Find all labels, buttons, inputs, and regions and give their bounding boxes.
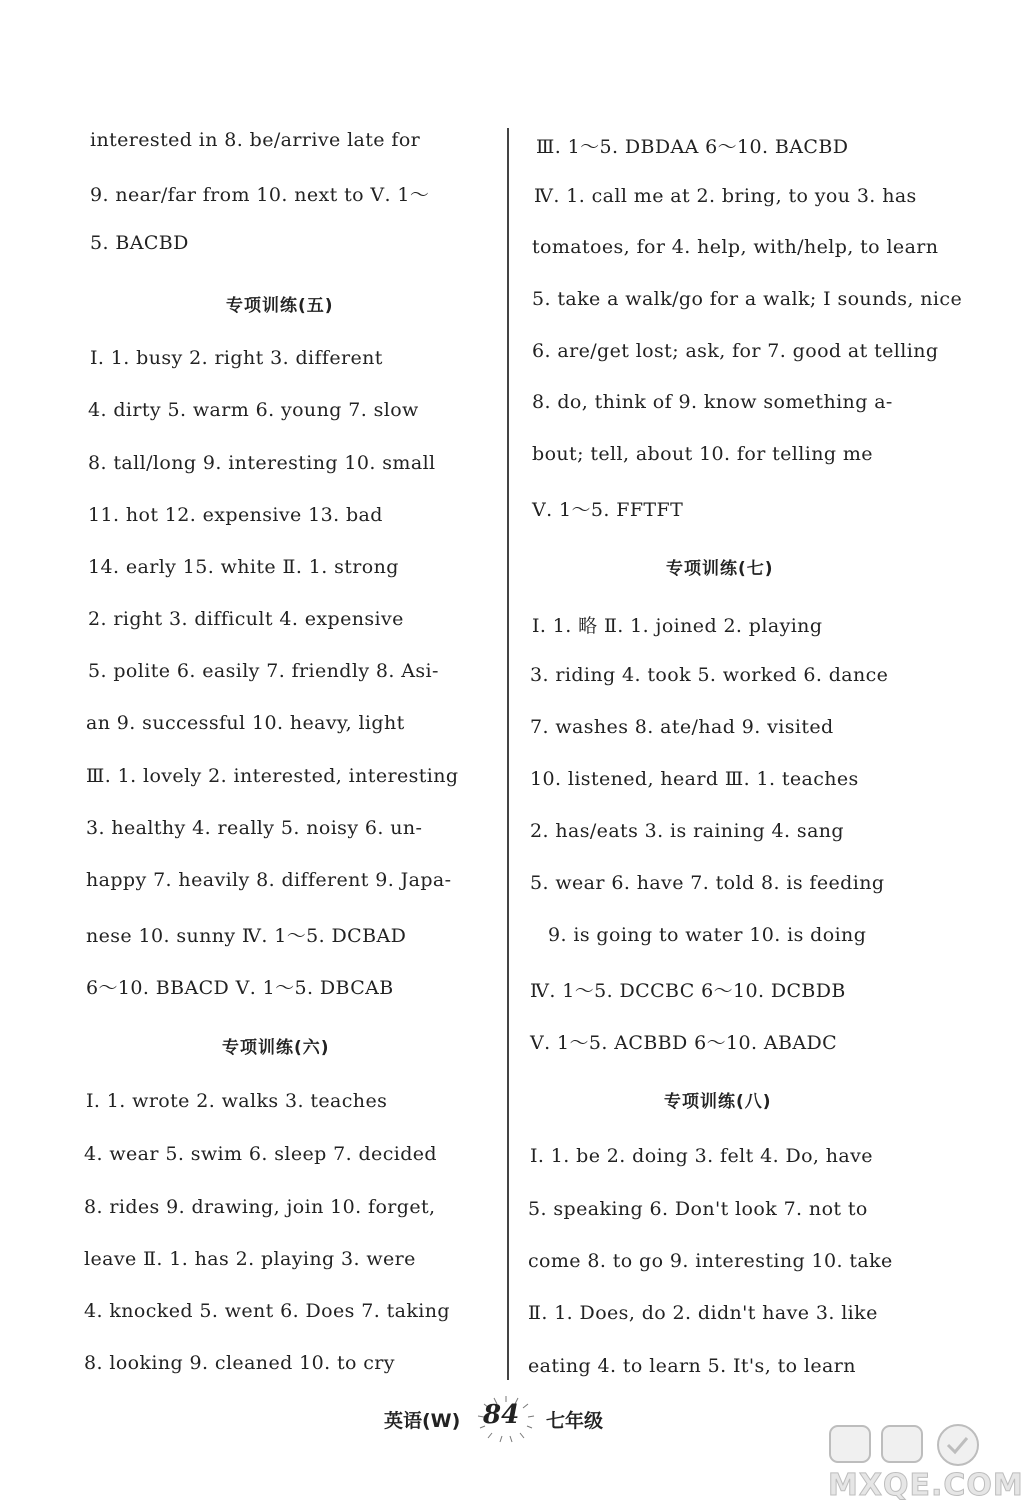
column-divider	[507, 128, 509, 1380]
answer-line: 11. hot 12. expensive 13. bad	[88, 504, 383, 526]
answer-line: Ⅴ. 1～5. ACBBD 6～10. ABADC	[530, 1032, 838, 1054]
answer-line: Ⅰ. 1. busy 2. right 3. different	[90, 347, 383, 369]
answer-line: 14. early 15. white Ⅱ. 1. strong	[88, 556, 399, 578]
answer-line: 8. rides 9. drawing, join 10. forget,	[84, 1196, 436, 1218]
section-heading: 专项训练(六)	[222, 1038, 330, 1058]
answer-line: leave Ⅱ. 1. has 2. playing 3. were	[84, 1248, 416, 1270]
answer-line: Ⅴ. 1～5. FFTFT	[532, 499, 684, 521]
answer-line: 3. riding 4. took 5. worked 6. dance	[530, 664, 889, 686]
watermark-logo	[820, 1420, 1024, 1505]
answer-line: 9. near/far from 10. next to Ⅴ. 1～	[90, 184, 430, 206]
answer-line: Ⅳ. 1. call me at 2. bring, to you 3. has	[534, 185, 917, 207]
answer-line: 5. speaking 6. Don't look 7. not to	[528, 1198, 868, 1220]
watermark-text: MXQE.COM	[828, 1468, 1024, 1503]
answer-line: 4. wear 5. swim 6. sleep 7. decided	[84, 1143, 437, 1165]
answer-line: 5. take a walk/go for a walk; I sounds, nice	[532, 288, 963, 310]
answer-line: 4. dirty 5. warm 6. young 7. slow	[88, 399, 419, 421]
answer-line: 2. has/eats 3. is raining 4. sang	[530, 820, 844, 842]
answer-line: Ⅰ. 1. 略 Ⅱ. 1. joined 2. playing	[532, 615, 823, 637]
answer-line: bout; tell, about 10. for telling me	[532, 443, 873, 465]
answer-line: 6. are/get lost; ask, for 7. good at telling	[532, 340, 939, 362]
answer-line: nese 10. sunny Ⅳ. 1～5. DCBAD	[86, 925, 407, 947]
answer-line: 5. polite 6. easily 7. friendly 8. Asi-	[88, 660, 439, 682]
answer-line: 8. looking 9. cleaned 10. to cry	[84, 1352, 395, 1374]
answer-line: eating 4. to learn 5. It's, to learn	[528, 1355, 856, 1377]
answer-line: tomatoes, for 4. help, with/help, to learn	[532, 236, 939, 258]
section-heading: 专项训练(七)	[666, 559, 774, 579]
answer-line: 8. do, think of 9. know something a-	[532, 391, 893, 413]
answer-line: 2. right 3. difficult 4. expensive	[88, 608, 404, 630]
section-heading: 专项训练(八)	[664, 1092, 772, 1112]
footer-subject: 英语(W)	[384, 1410, 461, 1432]
answer-line: 3. healthy 4. really 5. noisy 6. un-	[86, 817, 423, 839]
answer-line: Ⅲ. 1. lovely 2. interested, interesting	[86, 765, 459, 787]
answer-line: Ⅲ. 1～5. DBDAA 6～10. BACBD	[536, 136, 849, 158]
answer-line: come 8. to go 9. interesting 10. take	[528, 1250, 893, 1272]
answer-line: an 9. successful 10. heavy, light	[86, 712, 405, 734]
answer-line: 10. listened, heard Ⅲ. 1. teaches	[530, 768, 859, 790]
answer-line: Ⅱ. 1. Does, do 2. didn't have 3. like	[528, 1302, 878, 1324]
section-heading: 专项训练(五)	[226, 296, 334, 316]
answer-line: Ⅳ. 1～5. DCCBC 6～10. DCBDB	[530, 980, 846, 1002]
answer-line: Ⅰ. 1. be 2. doing 3. felt 4. Do, have	[530, 1145, 873, 1167]
answer-line: happy 7. heavily 8. different 9. Japa-	[86, 869, 452, 891]
answer-line: 7. washes 8. ate/had 9. visited	[530, 716, 834, 738]
answer-line: 9. is going to water 10. is doing	[548, 924, 867, 946]
answer-line: 6～10. BBACD Ⅴ. 1～5. DBCAB	[86, 977, 394, 999]
page-number: 84	[483, 1400, 520, 1430]
answer-line: 4. knocked 5. went 6. Does 7. taking	[84, 1300, 450, 1322]
answer-line: 5. BACBD	[90, 232, 189, 254]
answer-line: 8. tall/long 9. interesting 10. small	[88, 452, 436, 474]
watermark-emblem-icon	[820, 1420, 995, 1470]
answer-line: interested in 8. be/arrive late for	[90, 129, 421, 151]
footer-grade: 七年级	[546, 1410, 604, 1432]
answer-line: 5. wear 6. have 7. told 8. is feeding	[530, 872, 885, 894]
answer-line: Ⅰ. 1. wrote 2. walks 3. teaches	[86, 1090, 388, 1112]
